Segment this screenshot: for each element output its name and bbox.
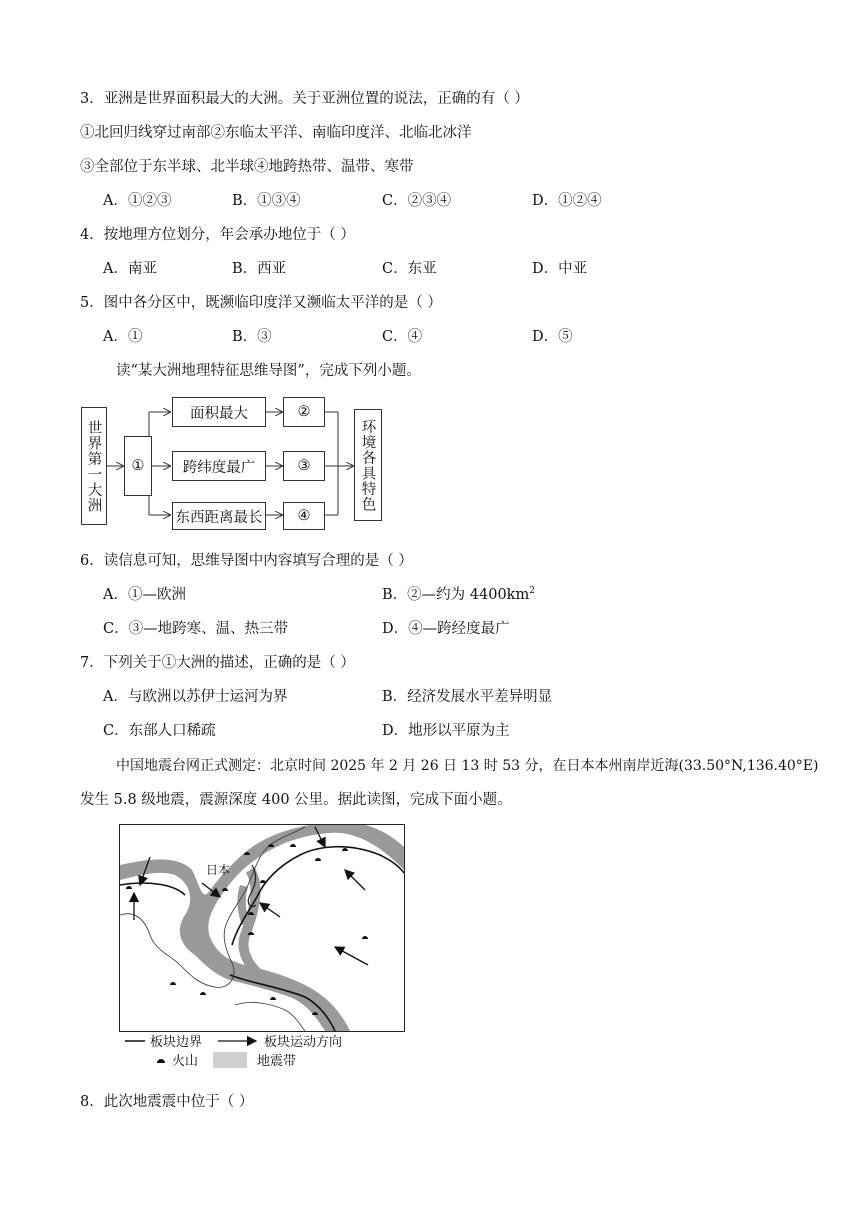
mindmap-right-box-2: ③ (283, 451, 325, 481)
volcano-marker (170, 982, 176, 985)
legend-boundary (124, 1031, 202, 1050)
legend-motion (216, 1031, 342, 1050)
mindmap-mid-box-3: 东西距离最长 (172, 502, 266, 530)
legend-seismic (213, 1050, 296, 1069)
q4-option-a: A．南亚 (103, 261, 157, 277)
q8-stem: 8．此次地震震中位于（ ） (80, 1094, 254, 1110)
q4-option-c: C．东亚 (382, 261, 437, 277)
volcano-marker (200, 992, 206, 995)
q4-option-b: B．西亚 (232, 261, 287, 277)
q7-option-d: D．地形以平原为主 (382, 723, 510, 739)
legend-seismic-label: 地震带 (257, 1054, 297, 1069)
volcano-marker (315, 858, 321, 861)
seismic-belt-branch-2 (243, 870, 260, 975)
volcano-marker (362, 936, 368, 939)
japan-label: 日本 (206, 863, 231, 877)
legend-seismic-swatch (213, 1052, 247, 1068)
motion-arrow-6 (335, 947, 368, 965)
q3-option-b: B．①③④ (232, 193, 301, 209)
q6-option-c: C．③—地跨寒、温、热三带 (103, 621, 289, 637)
q7-option-c: C．东部人口稀疏 (103, 723, 216, 739)
mindmap-left-box: 世界第一大洲 (81, 407, 107, 525)
earthquake-intro-line-1: 中国地震台网正式测定：北京时间 2025 年 2 月 26 日 13 时 53 分，在日本本州南岸近海(33.50°N,136.40°E) (116, 758, 819, 774)
q7-option-a: A．与欧洲以苏伊士运河为界 (103, 689, 288, 705)
coastline-2 (235, 1003, 305, 1031)
mindmap-final-box: 环境各具特色 (354, 409, 382, 521)
q6-option-b (382, 585, 535, 605)
q4-option-d: D．中亚 (532, 261, 588, 277)
motion-arrow-4 (260, 903, 280, 917)
volcano-marker (126, 886, 132, 889)
q5-option-c: C．④ (382, 329, 423, 345)
q3-statement-2: ③全部位于东半球、北半球④地跨热带、温带、寒带 (80, 159, 414, 175)
q6-option-d: D．④—跨经度最广 (382, 621, 510, 637)
mindmap-intro: 读“某大洲地理特征思维导图”，完成下列小题。 (116, 363, 421, 379)
volcano-marker (260, 880, 266, 883)
mindmap-mid-box-2: 跨纬度最广 (172, 451, 266, 481)
mindmap-right-box-1: ② (283, 397, 325, 427)
q3-option-d: D．①②④ (532, 193, 602, 209)
q3-statement-1: ①北回归线穿过南部②东临太平洋、南临印度洋、北临北冰洋 (80, 125, 472, 141)
legend-volcano (156, 1050, 198, 1069)
volcano-marker (290, 844, 296, 847)
q5-stem: 5．图中各分区中，既濒临印度洋又濒临太平洋的是（ ） (80, 295, 442, 311)
mindmap-right-box-3: ④ (283, 502, 325, 530)
earthquake-intro-line-2: 发生 5.8 级地震，震源深度 400 公里。据此读图，完成下面小题。 (80, 792, 512, 808)
volcano-icon (156, 1055, 166, 1065)
q6-option-b-text: B．②—约为 4400km (382, 587, 530, 603)
plate-map-drawing (120, 825, 404, 1031)
q7-option-b: B．经济发展水平差异明显 (382, 689, 553, 705)
mind-map-diagram (80, 395, 400, 527)
legend-boundary-line (124, 1036, 146, 1046)
q5-option-b: B．③ (232, 329, 272, 345)
volcano-marker (270, 997, 276, 1000)
plate-map (119, 824, 405, 1032)
legend-volcano-label: 火山 (172, 1054, 199, 1069)
q4-stem: 4．按地理方位划分，年会承办地位于（ ） (80, 227, 355, 243)
volcano-marker (342, 848, 348, 851)
q6-option-a: A．①—欧洲 (103, 587, 186, 603)
q3-option-c: C．②③④ (382, 193, 452, 209)
mindmap-center-box: ① (124, 436, 152, 496)
motion-arrow-5 (345, 870, 365, 890)
q6-stem: 6．读信息可知，思维导图中内容填写合理的是（ ） (80, 553, 413, 569)
q3-option-a: A．①②③ (103, 193, 172, 209)
legend-motion-label: 板块运动方向 (264, 1035, 343, 1050)
seismic-belt (120, 825, 404, 1031)
mindmap-mid-box-1: 面积最大 (172, 397, 266, 427)
q7-stem: 7．下列关于①大洲的描述，正确的是（ ） (80, 655, 355, 671)
legend-boundary-label: 板块边界 (150, 1035, 203, 1050)
q5-option-d: D．⑤ (532, 329, 573, 345)
q6-option-b-superscript: 2 (529, 586, 535, 597)
legend-motion-arrow (216, 1036, 260, 1046)
q3-stem: 3．亚洲是世界面积最大的大洲。关于亚洲位置的说法，正确的有（ ） (80, 91, 529, 107)
q5-option-a: A．① (103, 329, 143, 345)
